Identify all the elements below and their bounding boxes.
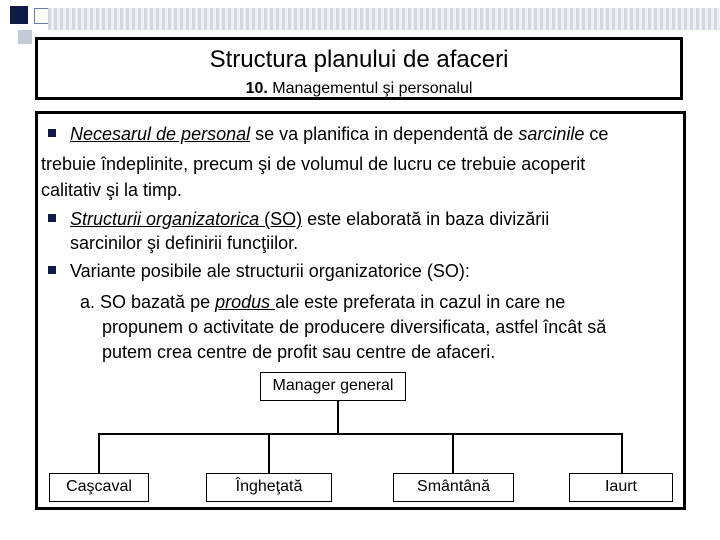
connector-horizontal: [98, 433, 623, 435]
term-structurii: Structurii organizatorica: [70, 209, 260, 229]
term-so: (SO): [259, 209, 303, 229]
bullet-1-line-1: [70, 122, 608, 146]
org-child-smantana: Smântână: [393, 473, 514, 502]
text-segment: a. SO bazată pe: [80, 292, 216, 312]
slide-subtitle: [38, 80, 680, 98]
bullet-3-line-1: Variante posibile ale structurii organizatorice (SO):: [70, 261, 470, 281]
bullet-1-line-3: calitativ şi la timp.: [41, 180, 183, 200]
subtitle-text: Managementul şi personalul: [267, 80, 473, 97]
bullet-2-line-2: sarcinilor şi definirii funcţiilor.: [70, 233, 299, 253]
term-produs: produs: [215, 292, 276, 312]
subitem-a-line-2: propunem o activitate de producere diversificata, astfel încât să: [102, 317, 607, 337]
connector-child-2: [268, 433, 270, 473]
title-box: [35, 37, 683, 100]
bullet-marker: [48, 129, 56, 137]
corner-square-grey: [18, 30, 32, 44]
corner-square-dark: [10, 6, 28, 24]
bullet-marker: [48, 214, 56, 222]
bullet-1-line-2: trebuie îndeplinite, precum şi de volumul de lucru ce trebuie acoperit: [41, 154, 586, 174]
text-segment: se va planifica in dependentă de: [250, 124, 519, 144]
connector-child-4: [621, 433, 623, 473]
slide-title: Structura planului de afaceri: [209, 46, 509, 73]
header-stripe: [48, 8, 720, 30]
bullet-marker: [48, 266, 56, 274]
text-segment: ce: [584, 124, 609, 144]
subitem-a-line-1: [80, 290, 565, 314]
connector-vertical-root: [337, 401, 339, 434]
org-child-cascaval: Caşcaval: [49, 473, 149, 502]
bullet-2-line-1: [70, 207, 549, 231]
connector-child-1: [98, 433, 100, 473]
connector-child-3: [452, 433, 454, 473]
text-segment: este elaborată in baza divizării: [302, 209, 550, 229]
subtitle-number: 10.: [245, 80, 268, 97]
org-root-box: Manager general: [260, 372, 406, 401]
org-child-iaurt: Iaurt: [569, 473, 673, 502]
subitem-a-line-3: putem crea centre de profit sau centre de afaceri.: [102, 342, 496, 362]
term-necesarul: Necesarul de personal: [70, 124, 251, 144]
text-segment: ale este preferata in cazul in care ne: [275, 292, 566, 312]
org-child-inghetata: Îngheţată: [206, 473, 332, 502]
term-sarcinile: sarcinile: [518, 124, 585, 144]
